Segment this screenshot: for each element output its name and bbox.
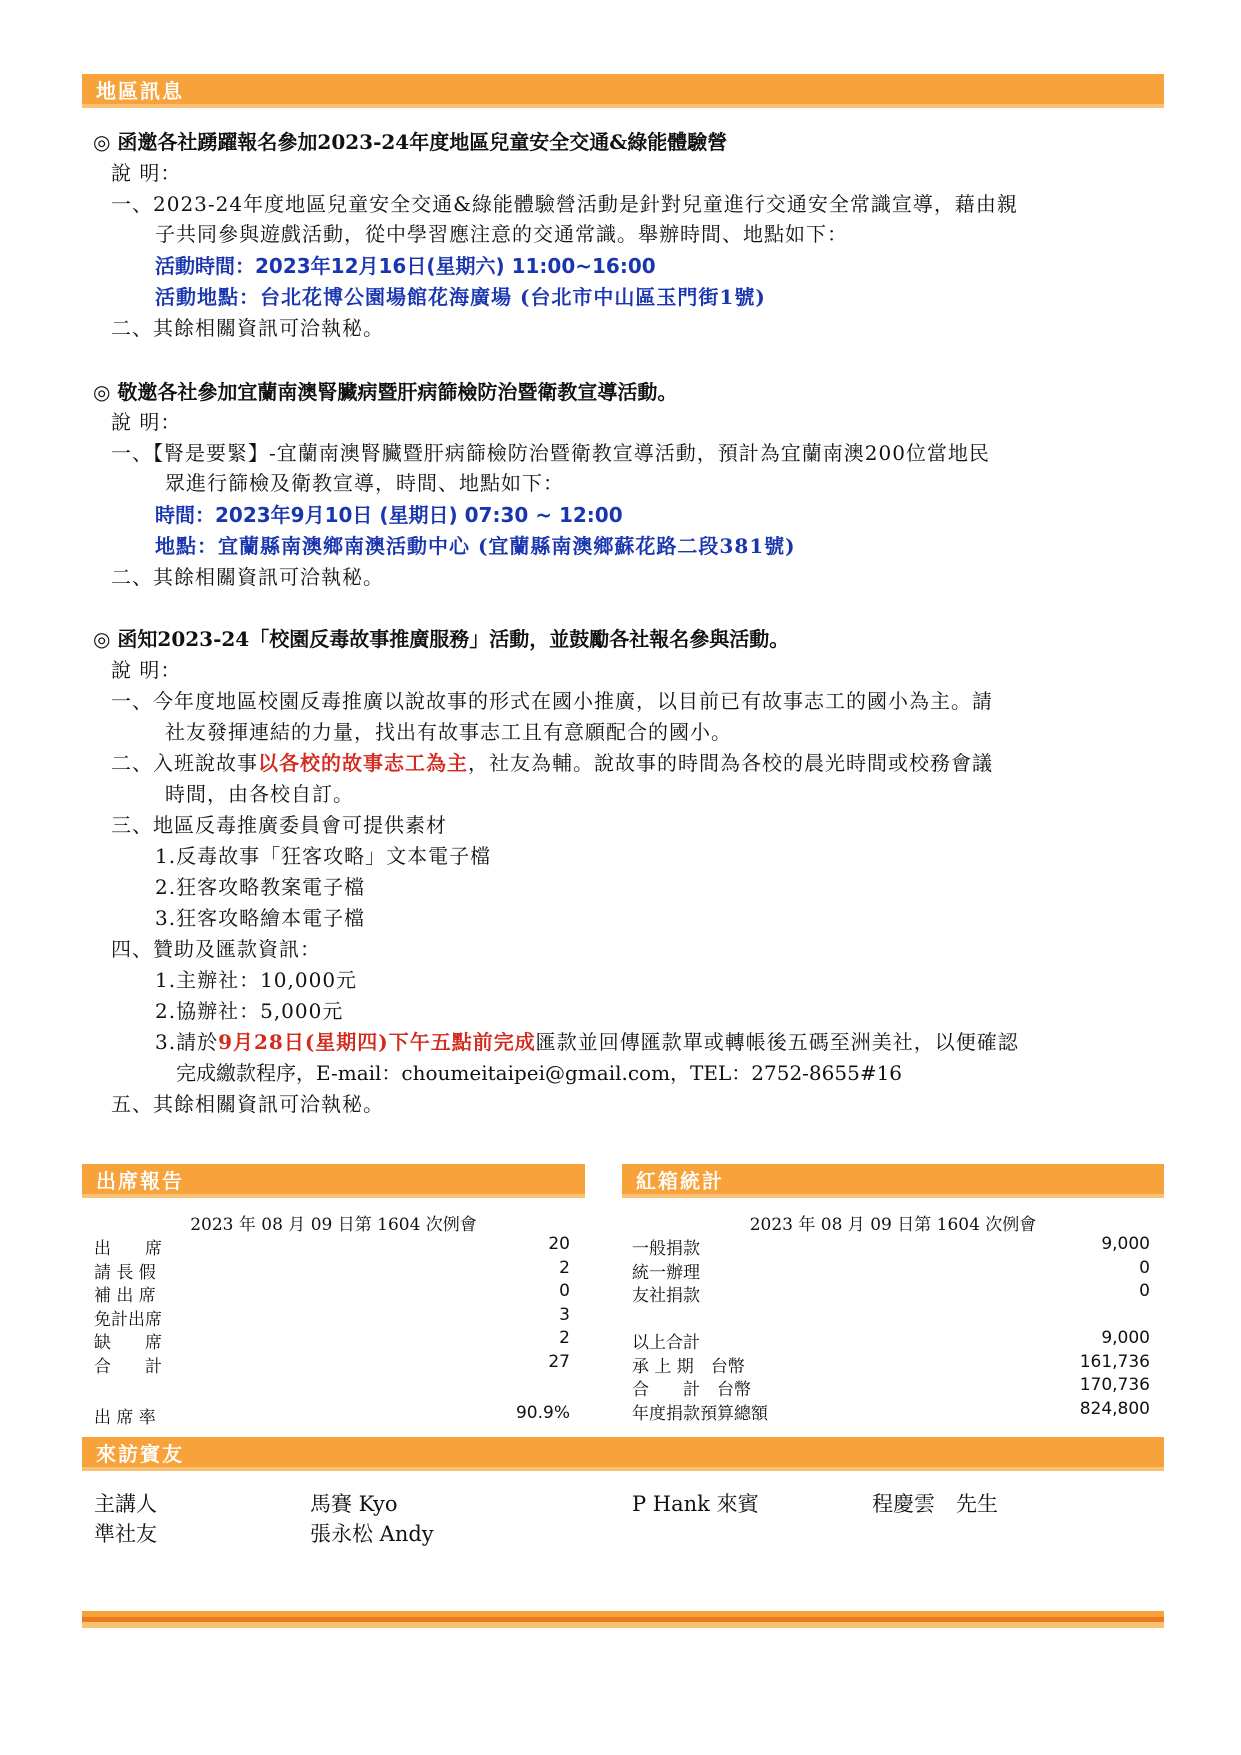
redbox-row-label: 合 計 台幣 (632, 1380, 751, 1400)
item3-p1-line2: 社友發揮連結的力量，找出有故事志工且有意願配合的國小。 (165, 720, 732, 744)
redbox-row-value: 9,000 (1101, 1328, 1150, 1348)
item3-title: ◎ 函知2023-24「校園反毒故事推廣服務」活動，並鼓勵各社報名參與活動。 (93, 627, 790, 651)
item1-title: ◎ 函邀各社踴躍報名參加2023-24年度地區兒童安全交通&綠能體驗營 (93, 130, 728, 154)
attendance-meeting: 2023 年 08 月 09 日第 1604 次例會 (190, 1215, 477, 1235)
redbox-row-value: 9,000 (1101, 1234, 1150, 1254)
item3-p3: 三、地區反毒推廣委員會可提供素材 (111, 813, 447, 837)
item2-title: ◎ 敬邀各社參加宜蘭南澳腎臟病暨肝病篩檢防治暨衛教宣導活動。 (93, 380, 678, 404)
attendance-row-label: 合 計 (94, 1356, 162, 1377)
item2-time: 時間：2023年9月10日 (星期日) 07:30 ~ 12:00 (155, 503, 623, 527)
redbox-row-value: 161,736 (1079, 1351, 1150, 1372)
item1-time: 活動時間：2023年12月16日(星期六) 11:00~16:00 (155, 254, 656, 278)
guest-1: P Hank 來賓 (632, 1492, 759, 1516)
item3-p4-3-line2: 完成繳款程序，E-mail：choumeitaipei@gmail.com，TEL：2752-8655#16 (176, 1061, 903, 1085)
item3-p3-2: 2.狂客攻略教案電子檔 (155, 875, 366, 899)
item2-desc-label: 說 明： (111, 410, 182, 434)
redbox-header: 紅箱統計 (622, 1164, 1164, 1198)
redbox-meeting: 2023 年 08 月 09 日第 1604 次例會 (749, 1215, 1037, 1235)
redbox-row-label: 年度捐款預算總額 (632, 1403, 768, 1424)
attendance-row-value: 0 (559, 1281, 570, 1301)
attendance-row-label: 補 出 席 (94, 1286, 156, 1306)
speaker-label: 主講人 (94, 1492, 157, 1516)
redbox-row-label: 以上合計 (632, 1333, 700, 1353)
item3-p4-1: 1.主辦社：10,000元 (155, 968, 358, 992)
attendance-row-label: 出 席 (94, 1239, 162, 1259)
attendance-rate-label: 出 席 率 (94, 1408, 156, 1428)
redbox-row-label: 統一辦理 (632, 1262, 700, 1283)
redbox-row-value: 0 (1139, 1281, 1150, 1301)
attendance-row-value: 2 (559, 1328, 570, 1348)
item3-p2-highlight: 以各校的故事志工為主 (258, 751, 468, 775)
item3-p2-part-b: ，社友為輔。說故事的時間為各校的晨光時間或校務會議 (468, 751, 993, 775)
redbox-row-value: 0 (1139, 1257, 1150, 1278)
attendance-row-value: 27 (548, 1351, 570, 1372)
footer-stripe-bottom (82, 1622, 1164, 1628)
item3-p4-3-part-a: 3.請於 (155, 1030, 219, 1054)
item1-p1-line1: 一、2023-24年度地區兒童安全交通&綠能體驗營活動是針對兒童進行交通安全常識宣導，藉由親 (111, 192, 1018, 216)
redbox-row-label: 承 上 期 台幣 (632, 1356, 745, 1377)
item3-p4-3-line1 (155, 1026, 1019, 1055)
item3-p4-3-deadline: 9月28日(星期四)下午五點前完成 (218, 1030, 536, 1054)
redbox-row-value: 824,800 (1079, 1398, 1150, 1419)
item3-p4-2: 2.協辦社：5,000元 (155, 999, 344, 1023)
district-news-header: 地區訊息 (82, 74, 1164, 108)
redbox-row-label: 一般捐款 (632, 1239, 700, 1259)
prospect-label: 準社友 (94, 1522, 157, 1546)
attendance-row-label: 免計出席 (94, 1309, 162, 1330)
item1-place: 活動地點：台北花博公園場館花海廣場 (台北市中山區玉門街1號) (155, 285, 766, 309)
attendance-row-value: 20 (548, 1234, 570, 1254)
redbox-row-value: 170,736 (1079, 1375, 1150, 1395)
attendance-row-label: 請 長 假 (94, 1262, 156, 1283)
item2-p1-line1: 一、【腎是要緊】-宜蘭南澳腎臟暨肝病篩檢防治暨衛教宣導活動，預計為宜蘭南澳200位當地民 (111, 441, 990, 465)
item1-p2: 二、其餘相關資訊可洽執秘。 (111, 316, 384, 340)
attendance-header: 出席報告 (82, 1164, 585, 1198)
item2-p2: 二、其餘相關資訊可洽執秘。 (111, 565, 384, 589)
item3-p3-3: 3.狂客攻略繪本電子檔 (155, 906, 366, 930)
item1-p1-line2: 子共同參與遊戲活動，從中學習應注意的交通常識。舉辦時間、地點如下： (155, 222, 848, 246)
item3-desc-label: 說 明： (111, 658, 182, 682)
guest-2: 程慶雲 先生 (872, 1492, 998, 1516)
item2-p1-line2: 眾進行篩檢及衛教宣導，時間、地點如下： (165, 471, 564, 495)
item3-p2-part-a: 二、入班說故事 (111, 751, 258, 775)
item3-p2-line2: 時間，由各校自訂。 (165, 782, 354, 806)
attendance-row-value: 2 (559, 1257, 570, 1278)
item3-p5: 五、其餘相關資訊可洽執秘。 (111, 1092, 384, 1116)
item3-p4: 四、贊助及匯款資訊： (111, 937, 321, 961)
item3-p2-line1 (111, 747, 993, 776)
item3-p4-3-part-b: 匯款並回傳匯款單或轉帳後五碼至洲美社，以便確認 (535, 1030, 1019, 1054)
attendance-rate-value: 90.9% (515, 1403, 570, 1423)
item1-desc-label: 說 明： (111, 161, 182, 185)
redbox-row-label: 友社捐款 (632, 1286, 700, 1306)
item3-p1-line1: 一、今年度地區校園反毒推廣以說故事的形式在國小推廣，以目前已有故事志工的國小為主。請 (111, 689, 993, 713)
attendance-row-label: 缺 席 (94, 1333, 162, 1353)
item3-p3-1: 1.反毒故事「狂客攻略」文本電子檔 (155, 844, 492, 868)
item2-place: 地點：宜蘭縣南澳鄉南澳活動中心 (宜蘭縣南澳鄉蘇花路二段381號) (155, 534, 796, 558)
prospect-name: 張永松 Andy (310, 1522, 434, 1546)
attendance-row-value: 3 (559, 1304, 570, 1325)
speaker-name: 馬賽 Kyo (310, 1492, 398, 1516)
visitors-header: 來訪賓友 (82, 1437, 1164, 1471)
